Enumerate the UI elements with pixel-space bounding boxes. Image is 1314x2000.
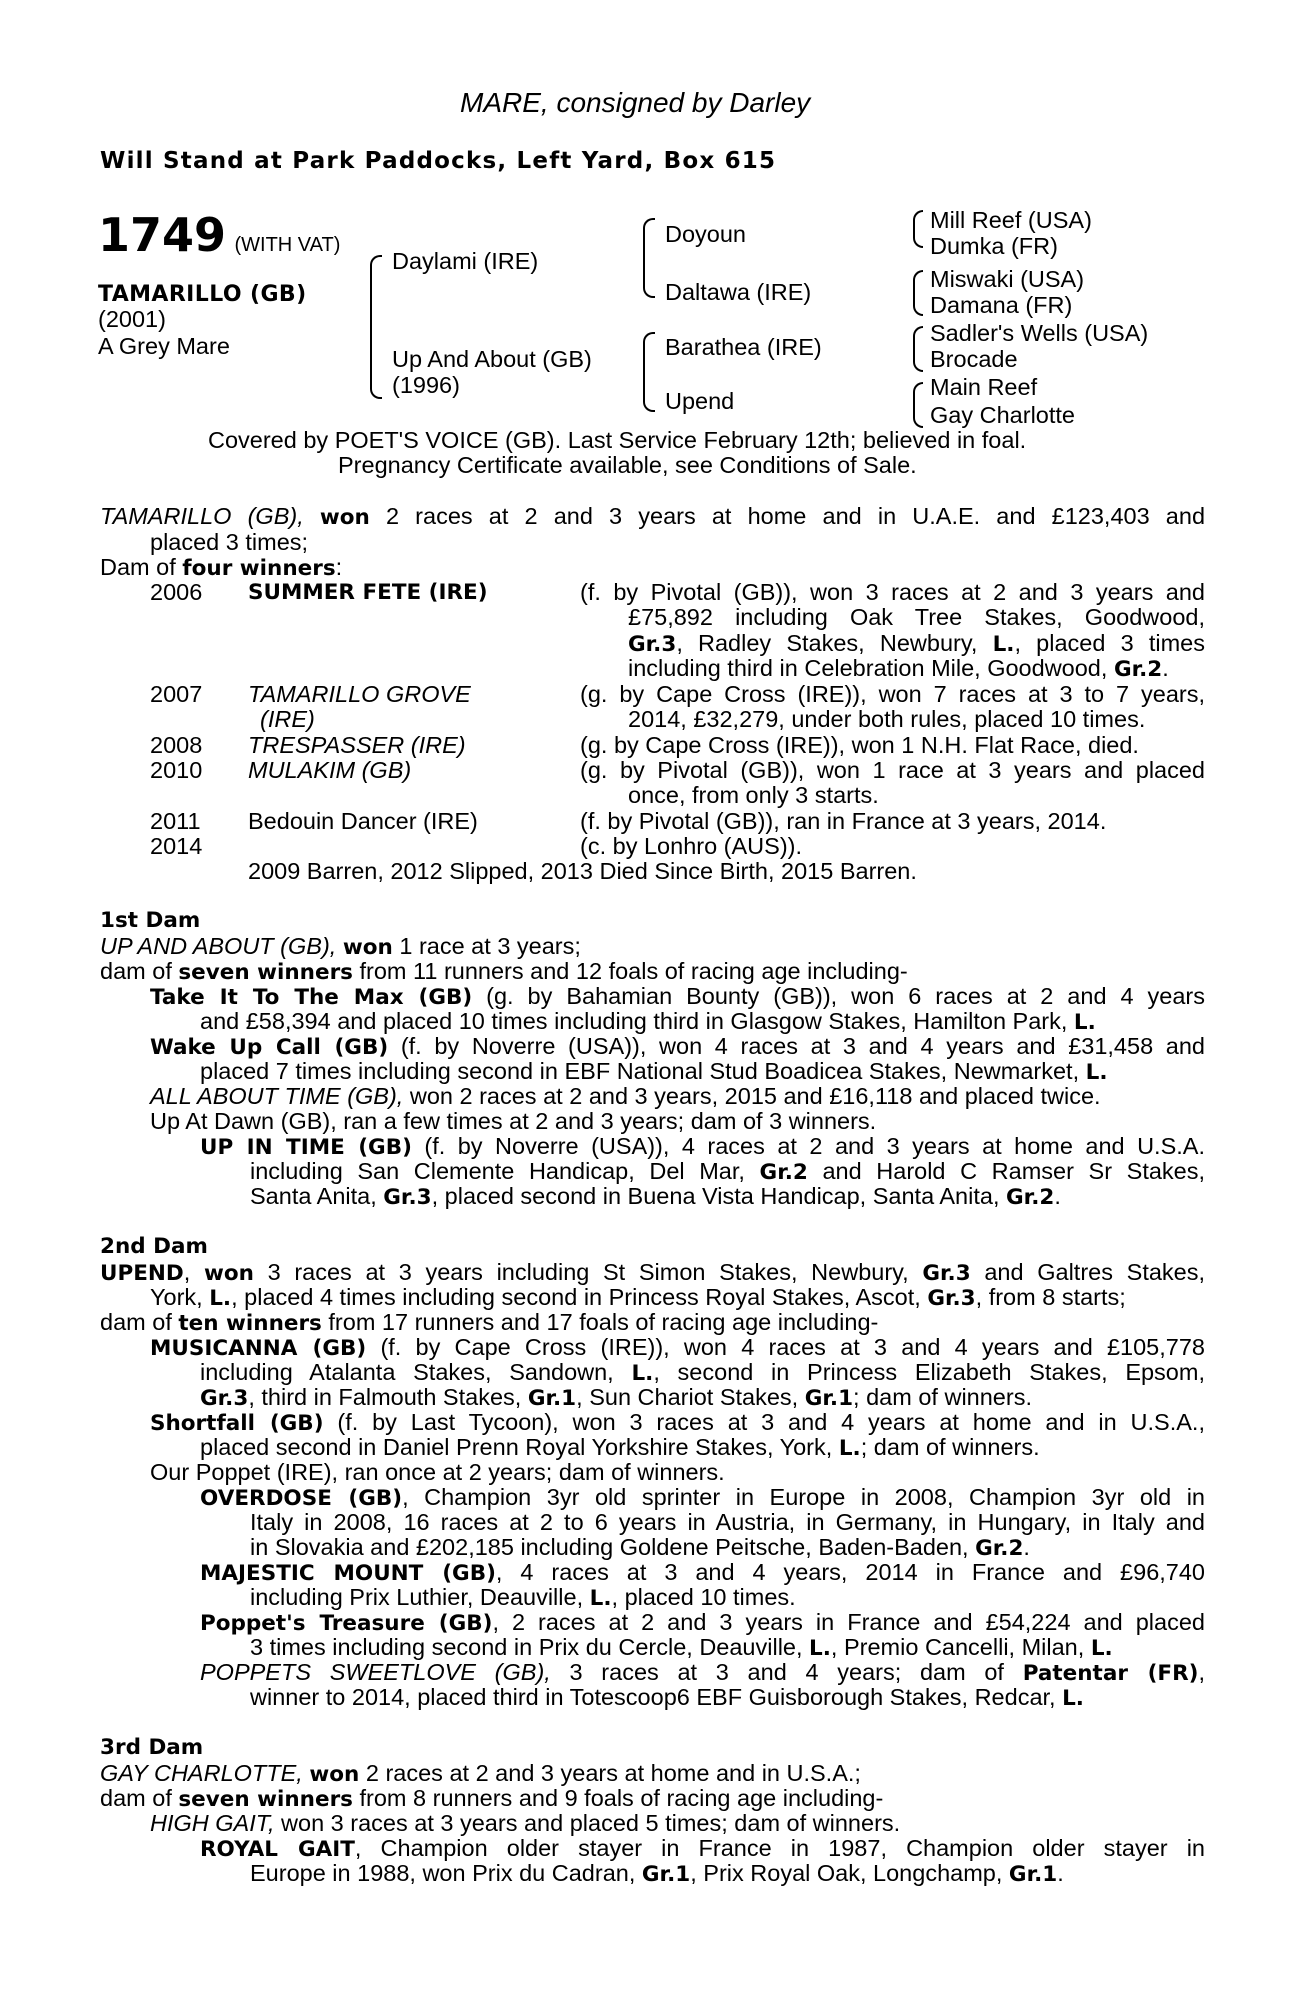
dam1-entry xyxy=(200,1133,1205,1161)
dam2-entry-cont xyxy=(250,1534,1030,1562)
pedigree-dam-sire: Barathea (IRE) xyxy=(665,334,822,360)
detail-text: ; dam of winners. xyxy=(860,1434,1040,1460)
dam-name: GAY CHARLOTTE, xyxy=(100,1760,303,1786)
won-label: won xyxy=(342,935,393,960)
dam-of-end: : xyxy=(335,554,343,580)
detail-text: , from 8 starts; xyxy=(975,1284,1126,1310)
detail-text: , Premio Cancelli, Milan, xyxy=(830,1634,1085,1660)
dam3-entry xyxy=(200,1835,1205,1863)
produce-detail: (g. by Pivotal (GB)), won 1 race at 3 years and placed xyxy=(580,757,1205,783)
pedigree-brace-sire xyxy=(643,218,655,298)
grade: Gr.2 xyxy=(975,1536,1024,1561)
detail-text: including Atalanta Stakes, Sandown, xyxy=(200,1359,614,1385)
detail-text: and Galtres Stakes, xyxy=(984,1259,1206,1285)
detail-text: , placed 4 times including second in Princess Royal Stakes, Ascot, xyxy=(231,1284,921,1310)
detail-text: 1 race at 3 years; xyxy=(399,933,581,959)
detail-text: , Radley Stakes, Newbury, xyxy=(676,630,993,656)
produce-name: (IRE) xyxy=(260,706,315,732)
pedigree-g1: Mill Reef (USA) xyxy=(930,207,1092,233)
produce-year: 2008 xyxy=(150,732,203,758)
detail-text: 3 races at 3 and 4 years; dam of xyxy=(569,1659,1004,1685)
section-heading-1st-dam: 1st Dam xyxy=(100,908,201,933)
grade: Gr.3 xyxy=(628,632,677,657)
horse-name: OVERDOSE (GB) xyxy=(200,1486,403,1511)
detail-text: (f. by Noverre (USA)), 4 races at 2 and 3 years at home and U.S.A. xyxy=(424,1133,1205,1159)
grade: L. xyxy=(809,1636,831,1661)
dam1-entry xyxy=(150,1083,1101,1109)
produce-intro-line2: placed 3 times; xyxy=(150,529,309,555)
detail-text: 2 races at 2 and 3 years at home and in U.S.A.; xyxy=(365,1760,861,1786)
produce-year: 2011 xyxy=(150,808,201,834)
detail-text: dam of xyxy=(100,958,172,984)
detail-text: including Prix Luthier, Deauville, xyxy=(250,1584,584,1610)
detail-text: from 8 runners and 9 foals of racing age including- xyxy=(359,1785,884,1811)
detail-text: York, xyxy=(150,1284,203,1310)
dam2-line2 xyxy=(150,1284,1126,1312)
produce-name: MULAKIM (GB) xyxy=(248,757,412,783)
grade: Gr.2 xyxy=(1006,1185,1055,1210)
detail-text: , placed second in Buena Vista Handicap, Santa Anita, xyxy=(431,1183,1000,1209)
produce-year: 2007 xyxy=(150,681,203,707)
detail-text: , second in Princess Elizabeth Stakes, Epsom, xyxy=(653,1359,1205,1385)
detail-text: dam of xyxy=(100,1309,172,1335)
detail-text: and £58,394 and placed 10 times including third in Glasgow Stakes, Hamilton Park, xyxy=(200,1008,1068,1034)
detail-text: won 2 races at 2 and 3 years, 2015 and £16,118 and placed twice. xyxy=(409,1083,1101,1109)
dam2-entry-cont xyxy=(200,1434,1040,1462)
produce-intro-won: won xyxy=(319,505,370,530)
detail-text: . xyxy=(1057,1860,1064,1886)
pedigree-g2: Dumka (FR) xyxy=(930,233,1058,259)
produce-year: 2014 xyxy=(150,833,203,859)
horse-name: ALL ABOUT TIME (GB), xyxy=(150,1083,404,1109)
detail-text: , Champion 3yr old sprinter in Europe in 2008, Champion 3yr old in xyxy=(402,1484,1205,1510)
produce-detail: (g. by Cape Cross (IRE)), won 1 N.H. Flat Race, died. xyxy=(580,732,1139,758)
produce-detail xyxy=(628,655,1169,683)
dam3-entry-cont xyxy=(250,1860,1064,1888)
dam-of-count: four winners xyxy=(182,556,336,581)
pedigree-g5: Sadler's Wells (USA) xyxy=(930,320,1149,346)
horse-name: ROYAL GAIT xyxy=(200,1837,355,1862)
won-label: won xyxy=(203,1261,254,1286)
dam1-entry xyxy=(150,983,1205,1011)
dam2-entry-cont xyxy=(250,1684,1084,1712)
pedigree-brace-g4 xyxy=(913,382,923,428)
detail-text: , Prix Royal Oak, Longchamp, xyxy=(690,1860,1003,1886)
horse-name: Shortfall (GB) xyxy=(150,1411,324,1436)
detail-text: . xyxy=(1023,1534,1030,1560)
lot-number xyxy=(98,208,340,262)
pedigree-g7: Main Reef xyxy=(930,374,1038,400)
dam1-entry xyxy=(150,1033,1205,1061)
grade: L. xyxy=(1090,1636,1113,1661)
produce-intro-name: TAMARILLO (GB), xyxy=(100,503,304,529)
horse-year: (2001) xyxy=(98,306,166,332)
winners-count: seven winners xyxy=(178,1787,353,1812)
detail-text: ; dam of winners. xyxy=(853,1384,1032,1410)
dam3-line1 xyxy=(100,1760,861,1788)
grade: Gr.1 xyxy=(1008,1862,1058,1887)
produce-detail: once, from only 3 starts. xyxy=(628,782,879,808)
detail-text: winner to 2014, placed third in Totescoop6 EBF Guisborough Stakes, Redcar, xyxy=(250,1684,1056,1710)
produce-detail: (f. by Pivotal (GB)), won 3 races at 2 and 3 years and xyxy=(580,579,1205,605)
pedigree-g6: Brocade xyxy=(930,346,1018,372)
dam1-entry-cont xyxy=(250,1183,1061,1211)
grade: Gr.3 xyxy=(922,1261,971,1286)
grade: L. xyxy=(631,1361,654,1386)
dam2-entry xyxy=(200,1559,1205,1587)
horse-name: MAJESTIC MOUNT (GB) xyxy=(200,1561,496,1586)
grade: L. xyxy=(589,1586,612,1611)
detail-text: including San Clemente Handicap, Del Mar, xyxy=(250,1158,745,1184)
horse-name: POPPETS SWEETLOVE (GB), xyxy=(200,1659,551,1685)
grade: Gr.2 xyxy=(759,1160,808,1185)
detail-text: (f. by Noverre (USA)), won 4 races at 3 and 4 years and £31,458 and xyxy=(400,1033,1205,1059)
produce-intro-rest: 2 races at 2 and 3 years at home and in U.A.E. and £123,403 and xyxy=(385,503,1206,529)
detail-text: including third in Celebration Mile, Goodwood, xyxy=(628,655,1114,681)
produce-year: 2010 xyxy=(150,757,203,783)
detail-text: dam of xyxy=(100,1785,172,1811)
section-heading-3rd-dam: 3rd Dam xyxy=(100,1735,204,1760)
detail-text: , third in Falmouth Stakes, xyxy=(248,1384,522,1410)
detail-text: , Sun Chariot Stakes, xyxy=(576,1384,799,1410)
pedigree-dam-dam: Upend xyxy=(665,388,735,414)
dam3-entry xyxy=(150,1810,900,1836)
dam1-entry: Up At Dawn (GB), ran a few times at 2 and 3 years; dam of 3 winners. xyxy=(150,1108,877,1134)
produce-name: SUMMER FETE (IRE) xyxy=(248,580,488,605)
horse-name: MUSICANNA (GB) xyxy=(150,1336,367,1361)
covered-line-2: Pregnancy Certificate available, see Conditions of Sale. xyxy=(338,452,917,478)
pedigree-sire: Daylami (IRE) xyxy=(392,248,539,274)
detail-text: , xyxy=(1198,1659,1206,1685)
produce-intro xyxy=(100,503,1205,531)
dam-name: UPEND xyxy=(100,1261,184,1286)
produce-detail: (f. by Pivotal (GB)), ran in France at 3 years, 2014. xyxy=(580,808,1107,834)
won-label: won xyxy=(309,1762,360,1787)
produce-name: Bedouin Dancer (IRE) xyxy=(248,808,478,834)
detail-text: from 17 runners and 17 foals of racing age including- xyxy=(328,1309,879,1335)
horse-name: Wake Up Call (GB) xyxy=(150,1035,389,1060)
detail-text: 3 times including second in Prix du Cercle, Deauville, xyxy=(250,1634,803,1660)
horse-description: A Grey Mare xyxy=(98,333,230,359)
dam1-entry-cont xyxy=(200,1058,1108,1086)
pedigree-g3: Miswaki (USA) xyxy=(930,266,1085,292)
detail-text: , xyxy=(183,1259,191,1285)
detail-text: 3 races at 3 years including St Simon Stakes, Newbury, xyxy=(267,1259,909,1285)
detail-text: (f. by Last Tycoon), won 3 races at 3 and 4 years at home and in U.S.A., xyxy=(337,1409,1205,1435)
grade: Gr.2 xyxy=(1113,657,1163,682)
grade: Gr.1 xyxy=(804,1386,854,1411)
dam2-entry-cont: Italy in 2008, 16 races at 2 to 6 years in Austria, in Germany, in Hungary, in Italy and xyxy=(250,1509,1205,1535)
dam2-entry-cont xyxy=(200,1384,1032,1412)
page-title: MARE, consigned by Darley xyxy=(460,87,811,118)
grade: L. xyxy=(838,1436,861,1461)
pedigree-brace-main xyxy=(370,255,382,399)
dam2-entry: Our Poppet (IRE), ran once at 2 years; dam of winners. xyxy=(150,1459,725,1485)
grade: Gr.1 xyxy=(527,1386,577,1411)
dam1-line1 xyxy=(100,933,581,961)
dam2-entry xyxy=(150,1334,1205,1362)
horse-name: Poppet's Treasure (GB) xyxy=(200,1611,493,1636)
dam2-entry xyxy=(200,1609,1205,1637)
detail-text: , 4 races at 3 and 4 years, 2014 in France and £96,740 xyxy=(495,1559,1205,1585)
detail-text: won 3 races at 3 years and placed 5 times; dam of winners. xyxy=(281,1810,901,1836)
produce-detail: £75,892 including Oak Tree Stakes, Goodwood, xyxy=(628,604,1205,630)
pedigree-brace-g2 xyxy=(913,270,923,316)
dam-of-line xyxy=(100,554,342,582)
detail-text: , placed 3 times xyxy=(1014,630,1205,656)
detail-text: and Harold C Ramser Sr Stakes, xyxy=(822,1158,1206,1184)
detail-text: , placed 10 times. xyxy=(611,1584,796,1610)
produce-year: 2006 xyxy=(150,579,203,605)
detail-text: from 11 runners and 12 foals of racing age including- xyxy=(359,958,908,984)
detail-text: , Champion older stayer in France in 1987, Champion older stayer in xyxy=(354,1835,1205,1861)
grade: L. xyxy=(1073,1010,1096,1035)
detail-text: . xyxy=(1054,1183,1061,1209)
dam2-entry-cont xyxy=(200,1359,1205,1387)
detail-text: in Slovakia and £202,185 including Goldene Peitsche, Baden-Baden, xyxy=(250,1534,969,1560)
grade: Gr.3 xyxy=(383,1185,432,1210)
produce-detail: (c. by Lonhro (AUS)). xyxy=(580,833,803,859)
detail-text: placed second in Daniel Prenn Royal Yorkshire Stakes, York, xyxy=(200,1434,833,1460)
grade: Gr.3 xyxy=(200,1386,249,1411)
dam2-entry xyxy=(150,1409,1205,1437)
dam3-line2 xyxy=(100,1785,883,1813)
detail-text: Santa Anita, xyxy=(250,1183,377,1209)
dam2-entry-cont xyxy=(250,1634,1113,1662)
vat-note: (WITH VAT) xyxy=(234,234,341,256)
dam2-line1 xyxy=(100,1259,1205,1287)
produce-barren: 2009 Barren, 2012 Slipped, 2013 Died Since Birth, 2015 Barren. xyxy=(248,858,917,884)
winners-count: seven winners xyxy=(178,960,353,985)
winners-count: ten winners xyxy=(178,1311,322,1336)
produce-detail xyxy=(628,630,1205,658)
detail-text: (g. by Bahamian Bounty (GB)), won 6 races at 2 and 4 years xyxy=(486,983,1205,1009)
dam2-line3 xyxy=(100,1309,878,1337)
pedigree-brace-dam xyxy=(643,332,655,412)
grade: L. xyxy=(1062,1686,1084,1711)
dam2-entry xyxy=(200,1659,1205,1687)
produce-detail: 2014, £32,279, under both rules, placed 10 times. xyxy=(628,706,1146,732)
pedigree-g8: Gay Charlotte xyxy=(930,402,1075,428)
covered-line-1: Covered by POET'S VOICE (GB). Last Service February 12th; believed in foal. xyxy=(208,427,1027,453)
detail-text: , 2 races at 2 and 3 years in France and £54,224 and placed xyxy=(492,1609,1205,1635)
dam2-entry xyxy=(200,1484,1205,1512)
grade: L. xyxy=(209,1286,232,1311)
detail-text: . xyxy=(1162,655,1169,681)
grade: L. xyxy=(992,632,1015,657)
dam1-line2 xyxy=(100,958,908,986)
pedigree-brace-g1 xyxy=(913,210,923,248)
horse-name: Take It To The Max (GB) xyxy=(150,985,473,1010)
pedigree-brace-g3 xyxy=(913,326,923,372)
pedigree-dam: Up And About (GB) xyxy=(392,346,592,372)
horse-name: TAMARILLO (GB) xyxy=(98,282,307,307)
dam2-entry-cont xyxy=(250,1584,796,1612)
horse-name: UP IN TIME (GB) xyxy=(200,1135,412,1160)
produce-detail: (g. by Cape Cross (IRE)), won 7 races at 3 to 7 years, xyxy=(580,681,1205,707)
pedigree-g4: Damana (FR) xyxy=(930,292,1073,318)
detail-text: (f. by Cape Cross (IRE)), won 4 races at 3 and 4 years and £105,778 xyxy=(380,1334,1205,1360)
produce-name: TRESPASSER (IRE) xyxy=(248,732,466,758)
detail-text: Europe in 1988, won Prix du Cadran, xyxy=(250,1860,636,1886)
horse-name: Patentar (FR) xyxy=(1022,1661,1199,1686)
grade: Gr.3 xyxy=(927,1286,976,1311)
pedigree-sire-dam: Daltawa (IRE) xyxy=(665,279,812,305)
grade: Gr.1 xyxy=(641,1862,691,1887)
lot-number-value: 1749 xyxy=(98,208,227,262)
dam1-entry-cont xyxy=(250,1158,1205,1186)
dam1-entry-cont xyxy=(200,1008,1096,1036)
section-heading-2nd-dam: 2nd Dam xyxy=(100,1234,208,1259)
stand-location: Will Stand at Park Paddocks, Left Yard, Box 615 xyxy=(100,148,777,174)
dam-of-label: Dam of xyxy=(100,554,176,580)
dam-name: UP AND ABOUT (GB), xyxy=(100,933,337,959)
pedigree-dam-year: (1996) xyxy=(392,372,460,398)
produce-name: TAMARILLO GROVE xyxy=(248,681,471,707)
detail-text: placed 7 times including second in EBF National Stud Boadicea Stakes, Newmarket, xyxy=(200,1058,1080,1084)
grade: L. xyxy=(1085,1060,1108,1085)
pedigree-sire-sire: Doyoun xyxy=(665,221,746,247)
horse-name: HIGH GAIT, xyxy=(150,1810,275,1836)
